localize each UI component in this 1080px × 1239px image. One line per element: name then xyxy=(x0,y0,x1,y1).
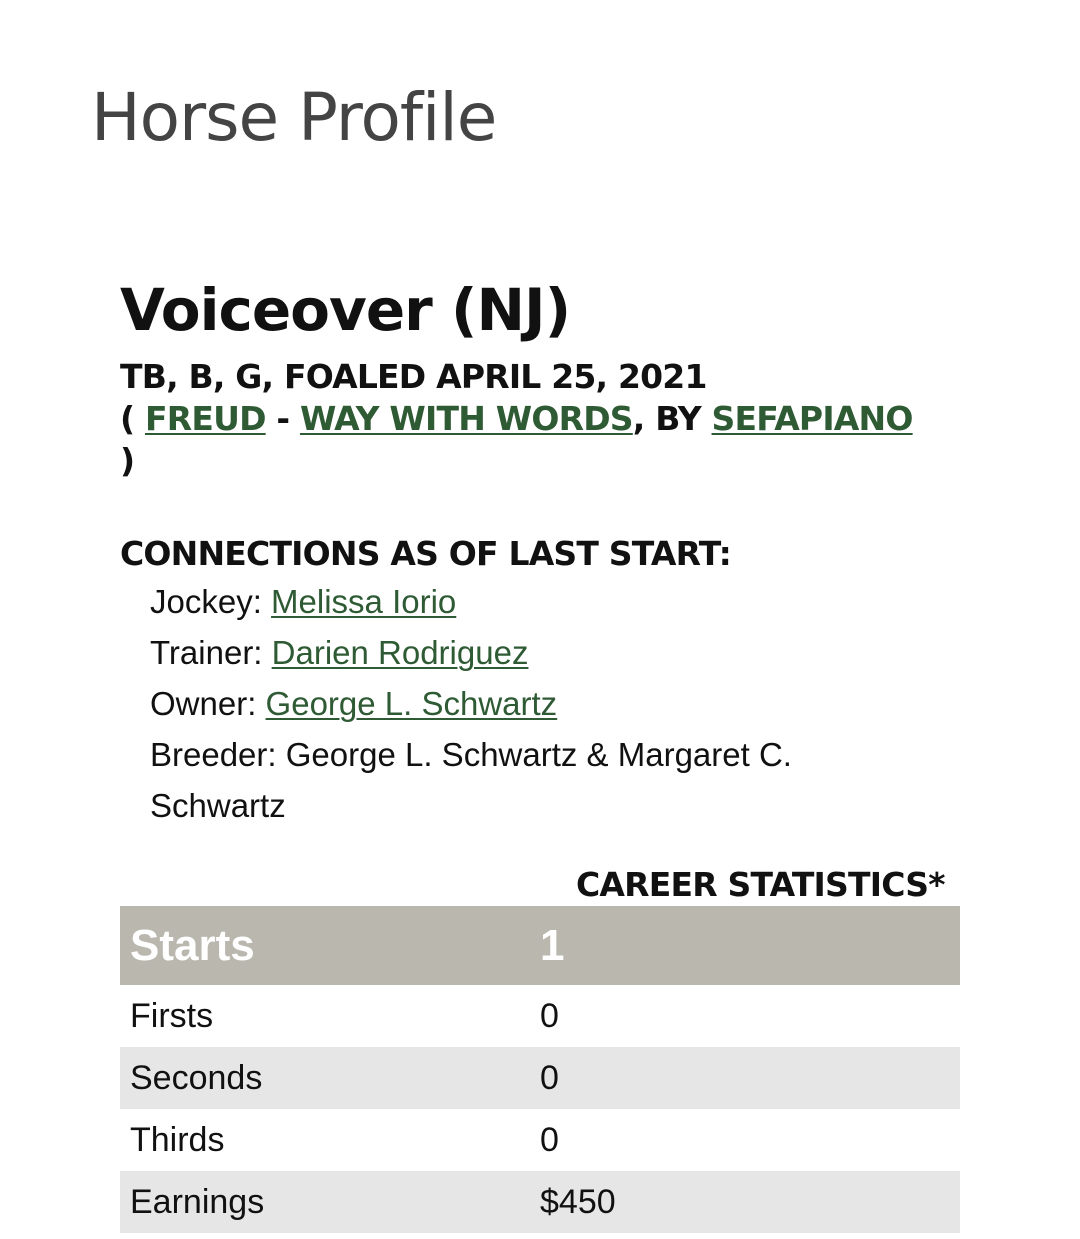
trainer-row xyxy=(150,627,910,678)
stats-row-label: Thirds xyxy=(130,1120,225,1159)
stats-row-seconds xyxy=(120,1047,960,1109)
trainer-label: Trainer: xyxy=(150,634,272,671)
horse-name: Voiceover (NJ) xyxy=(120,276,571,344)
career-stats-caption: CAREER STATISTICS* xyxy=(576,865,945,904)
owner-row xyxy=(150,678,910,729)
sire-link[interactable]: FREUD xyxy=(144,399,266,438)
stats-header-row xyxy=(120,906,960,985)
stats-row-value: $450 xyxy=(540,1171,960,1233)
breeder-row xyxy=(150,729,910,831)
stats-row-thirds xyxy=(120,1109,960,1171)
pedigree-open-paren: ( xyxy=(120,399,145,438)
stats-row-earnings xyxy=(120,1171,960,1233)
stats-row-value: 0 xyxy=(540,996,559,1035)
pedigree-line xyxy=(120,398,960,440)
stats-row-label: Firsts xyxy=(130,996,214,1035)
stats-row-label: Earnings xyxy=(120,1171,540,1233)
page-title: Horse Profile xyxy=(91,79,497,156)
connections-heading: CONNECTIONS AS OF LAST START: xyxy=(120,534,732,573)
horse-details xyxy=(120,356,960,482)
connections-list xyxy=(150,576,910,831)
trainer-link[interactable]: Darien Rodriguez xyxy=(271,634,529,671)
jockey-label: Jockey: xyxy=(150,583,272,620)
stats-row-label: Seconds xyxy=(120,1047,540,1109)
jockey-row xyxy=(150,576,910,627)
starts-value: 1 xyxy=(540,906,960,985)
career-stats-table xyxy=(120,906,960,1233)
horse-description: TB, B, G, FOALED APRIL 25, 2021 xyxy=(120,357,707,396)
stats-row-value: 0 xyxy=(540,1047,960,1109)
stats-row-value: 0 xyxy=(540,1120,559,1159)
owner-label: Owner: xyxy=(150,685,266,722)
dam-link[interactable]: WAY WITH WORDS xyxy=(299,399,633,438)
jockey-link[interactable]: Melissa Iorio xyxy=(271,583,457,620)
pedigree-separator: - xyxy=(265,399,300,438)
owner-link[interactable]: George L. Schwartz xyxy=(265,685,558,722)
breeder-label: Breeder: xyxy=(150,736,286,773)
starts-label: Starts xyxy=(120,906,540,985)
breeder-value: George L. Schwartz & Margaret C. Schwartz xyxy=(150,736,792,824)
pedigree-close-paren: ) xyxy=(120,441,135,480)
damsire-link[interactable]: SEFAPIANO xyxy=(711,399,913,438)
stats-row-firsts xyxy=(120,985,960,1047)
pedigree-by-text: , BY xyxy=(632,399,712,438)
